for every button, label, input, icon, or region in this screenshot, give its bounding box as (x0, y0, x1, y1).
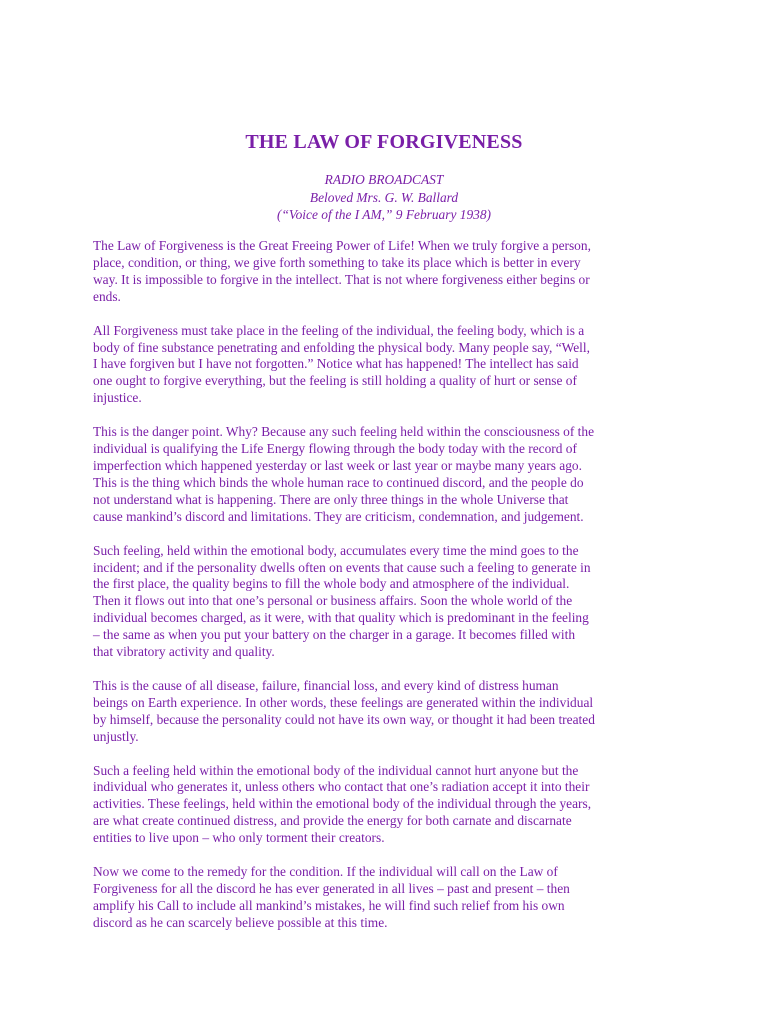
paragraph-line: – the same as when you put your battery on the charger in a garage. It becomes filled with (93, 627, 576, 643)
subheading-line-author: Beloved Mrs. G. W. Ballard (309, 189, 459, 205)
paragraph-line: individual becomes charged, as it were, with that quality which is predominant in the feeling (93, 610, 589, 626)
paragraph-line: by himself, because the personality could not have its own way, or thought it had been treated (93, 711, 595, 727)
paragraph-line: individual is qualifying the Life Energy flowing through the body today with the record of (93, 441, 577, 457)
subheading (0, 171, 768, 224)
subheading-line-source: (“Voice of the I AM,” 9 February 1938) (277, 207, 491, 222)
paragraph-line: Such feeling, held within the emotional body, accumulates every time the mind goes to the (93, 542, 579, 558)
paragraph-line: way. It is impossible to forgive in the intellect. That is not where forgiveness either begins or (93, 271, 590, 287)
paragraph (93, 763, 693, 848)
paragraph-line: All Forgiveness must take place in the feeling of the individual, the feeling body, which is a (93, 322, 585, 338)
paragraph-line: Then it flows out into that one’s personal or business affairs. Soon the whole world of the (93, 593, 573, 609)
paragraph-line: This is the danger point. Why? Because any such feeling held within the consciousness of the (93, 424, 595, 440)
paragraph-line: cause mankind’s discord and limitations. They are criticism, condemnation, and judgement. (93, 508, 584, 524)
paragraph-line: that vibratory activity and quality. (93, 644, 275, 660)
paragraph-line: activities. These feelings, held within the emotional body of the individual through the years, (93, 796, 592, 812)
paragraph-line: injustice. (93, 390, 142, 406)
page-title: THE LAW OF FORGIVENESS (245, 131, 523, 153)
subheading-line-broadcast: RADIO BROADCAST (324, 172, 444, 187)
document-body (93, 238, 693, 949)
paragraph (93, 323, 693, 408)
paragraph (93, 238, 693, 306)
paragraph-line: Such a feeling held within the emotional body of the individual cannot hurt anyone but the (93, 762, 579, 778)
paragraph-line: the first place, the quality begins to fill the whole body and atmosphere of the individual. (93, 576, 570, 592)
paragraph-line: incident; and if the personality dwells often on events that cause such a feeling to generate in (93, 559, 591, 575)
paragraph-line: The Law of Forgiveness is the Great Freeing Power of Life! When we truly forgive a person, (93, 238, 591, 253)
paragraph-line: This is the cause of all disease, failure, financial loss, and every kind of distress human (93, 677, 559, 693)
paragraph-line: entities to live upon – who only torment their creators. (93, 830, 385, 846)
paragraph-line: I have forgiven but I have not forgotten.” Notice what has happened! The intellect has said (93, 356, 579, 372)
paragraph-line: unjustly. (93, 728, 139, 744)
paragraph (93, 678, 693, 746)
paragraph-line: Forgiveness for all the discord he has ever generated in all lives – past and present – then (93, 881, 570, 896)
paragraph-line: one ought to forgive everything, but the feeling is still holding a quality of hurt or sense of (93, 373, 577, 389)
paragraph-line: This is the thing which binds the whole human race to continued discord, and the people do (93, 474, 584, 490)
paragraph-line: ends. (93, 288, 121, 304)
paragraph-line: Now we come to the remedy for the condition. If the individual will call on the Law of (93, 864, 558, 880)
paragraph-line: amplify his Call to include all mankind’s mistakes, he will find such relief from his own (93, 897, 565, 913)
paragraph-line: place, condition, or thing, we give forth something to take its place which is better in every (93, 254, 581, 270)
paragraph-line: individual who generates it, unless others who contact that one’s radiation accept it into their (93, 779, 590, 795)
paragraph (93, 424, 693, 525)
paragraph-line: discord as he can scarcely believe possible at this time. (93, 914, 388, 930)
paragraph-line: are what create continued distress, and provide the energy for both carnate and discarnate (93, 813, 572, 829)
paragraph-line: imperfection which happened yesterday or last week or last year or maybe many years ago. (93, 457, 582, 473)
paragraph-line: not understand what is happening. There are only three things in the whole Universe that (93, 491, 569, 507)
paragraph (93, 864, 693, 932)
paragraph-line: beings on Earth experience. In other words, these feelings are generated within the individual (93, 694, 594, 710)
paragraph-line: body of fine substance penetrating and enfolding the physical body. Many people say, “Well, (93, 339, 590, 355)
paragraph (93, 543, 693, 661)
